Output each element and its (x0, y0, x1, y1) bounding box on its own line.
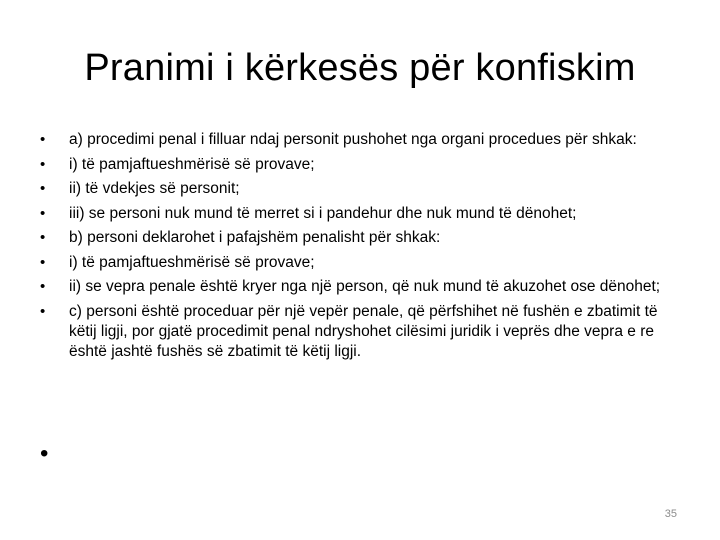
bullet-icon: • (40, 131, 46, 148)
bullet-text: ii) të vdekjes së personit; (69, 180, 240, 197)
bullet-item (40, 179, 670, 199)
bullet-item (40, 228, 670, 248)
bullet-item (40, 204, 670, 224)
slide-title: Pranimi i kërkesës për konfiskim (84, 47, 636, 89)
bullet-text: a) procedimi penal i filluar ndaj personit pushohet nga organi procedues për shkak: (69, 131, 637, 148)
bullet-list (40, 130, 670, 366)
bullet-text: i) të pamjaftueshmërisë së provave; (69, 155, 315, 173)
bullet-item (40, 155, 670, 175)
bullet-item (40, 302, 670, 362)
bullet-text: b) personi deklarohet i pafajshëm penalisht për shkak: (69, 229, 441, 246)
bullet-icon: • (40, 204, 46, 222)
bullet-icon: • (40, 302, 46, 320)
bullet-text: ii) se vepra penale është kryer nga një person, që nuk mund të akuzohet ose dënohet; (69, 278, 661, 295)
bullet-text: c) personi është proceduar për një vepër penale, që përfshihet në fushën e zbatimit të këtij ligji, por gjatë procedimit penal ndryshohet cilësimi juridik i veprës dhe vepra e re është jashtë fushës së zbatimit të këtij ligji. (69, 302, 658, 360)
page-number: 35 (664, 508, 677, 520)
bullet-text: i) të pamjaftueshmërisë së provave; (69, 253, 315, 271)
empty-bullet-icon: • (40, 440, 49, 467)
bullet-icon: • (40, 155, 46, 173)
bullet-icon: • (40, 253, 46, 271)
bullet-item (40, 253, 670, 273)
bullet-text: iii) se personi nuk mund të merret si i pandehur dhe nuk mund të dënohet; (69, 204, 577, 222)
bullet-item (40, 130, 670, 150)
bullet-item (40, 277, 670, 297)
bullet-icon: • (40, 278, 46, 295)
bullet-icon: • (40, 180, 46, 197)
bullet-icon: • (40, 229, 46, 246)
